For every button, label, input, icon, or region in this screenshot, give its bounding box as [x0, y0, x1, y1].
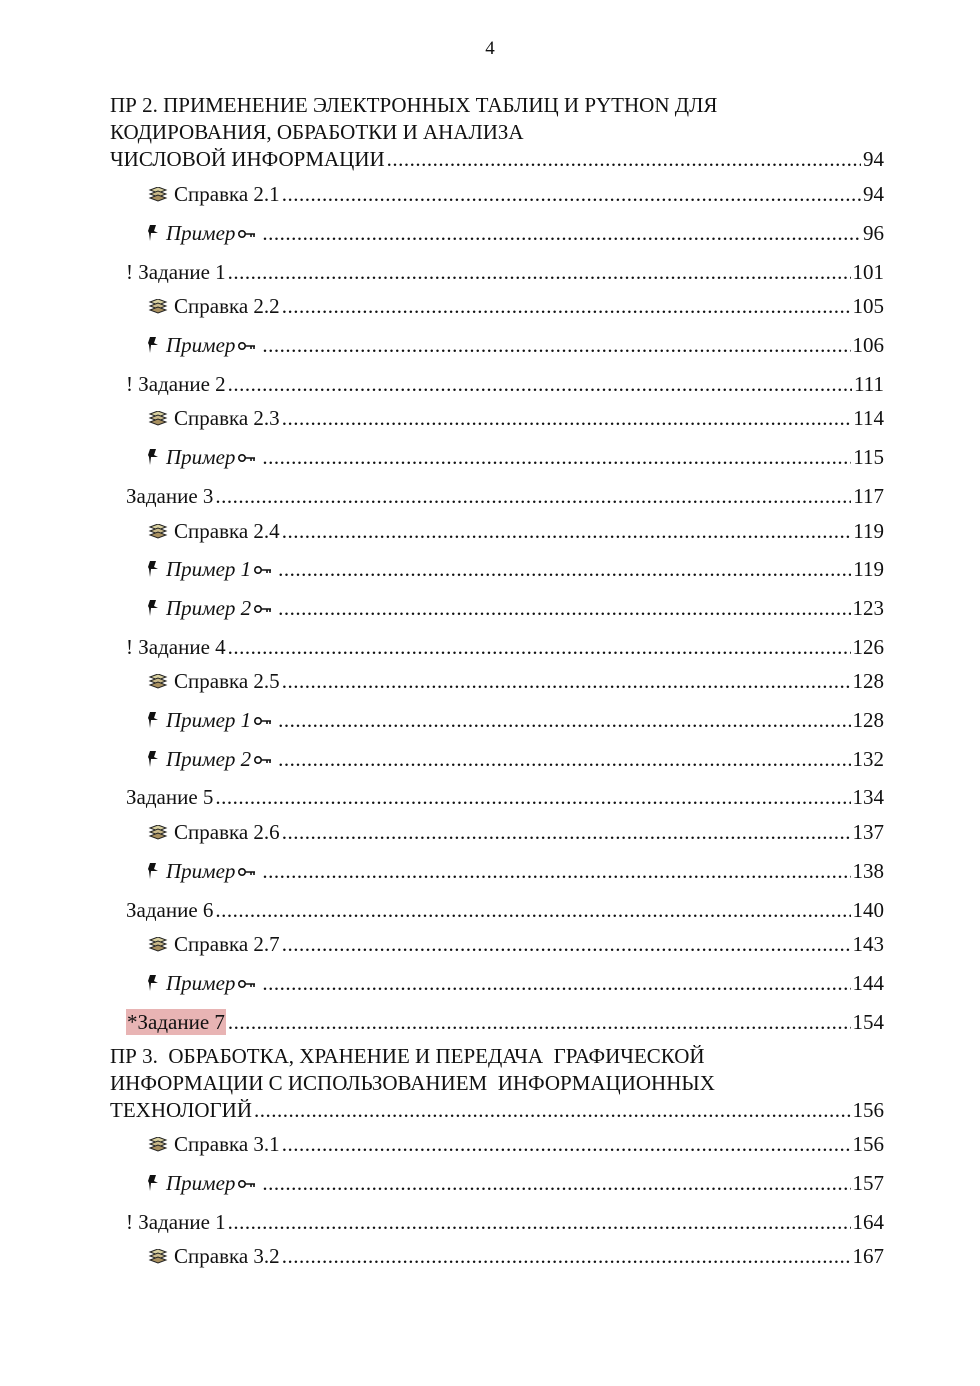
- toc-entry-example[interactable]: [148, 1170, 884, 1196]
- entry-label: ЧИСЛОВОЙ ИНФОРМАЦИИ: [110, 147, 385, 171]
- toc-entry-reference[interactable]: [148, 1131, 884, 1157]
- entry-page: 128: [852, 669, 884, 693]
- entry-page: 119: [853, 519, 884, 543]
- key-icon: [238, 341, 256, 351]
- toc-entry-example[interactable]: [148, 707, 884, 733]
- key-icon: [254, 755, 272, 765]
- dot-leader: [282, 1243, 851, 1269]
- entry-label-wrap: [148, 1170, 260, 1196]
- heading-line: ПР 2. ПРИМЕНЕНИЕ ЭЛЕКТРОННЫХ ТАБЛИЦ И PYTHON ДЛЯ: [110, 93, 718, 117]
- dot-leader: [215, 897, 850, 923]
- dot-leader: [282, 819, 851, 845]
- entry-label: ТЕХНОЛОГИЙ: [110, 1098, 252, 1122]
- dot-leader: [282, 518, 852, 544]
- toc-entry-task[interactable]: [126, 1209, 884, 1235]
- dot-leader: [278, 707, 850, 733]
- entry-page: 111: [854, 372, 884, 396]
- section-heading-pr3: [110, 1043, 715, 1097]
- entry-label-wrap: [148, 819, 280, 845]
- entry-page: 123: [852, 596, 884, 620]
- dot-leader: [282, 931, 851, 957]
- pushpin-icon: [148, 224, 160, 242]
- entry-label: Пример: [166, 859, 236, 883]
- pushpin-icon: [148, 336, 160, 354]
- key-icon: [254, 716, 272, 726]
- entry-label-wrap: [148, 746, 276, 772]
- books-icon: [148, 299, 168, 315]
- entry-page: 167: [852, 1244, 884, 1268]
- entry-page: 94: [863, 147, 884, 171]
- key-icon: [238, 979, 256, 989]
- pushpin-icon: [148, 560, 160, 578]
- entry-page: 96: [863, 221, 884, 245]
- entry-page: 106: [852, 333, 884, 357]
- dot-leader: [262, 1170, 850, 1196]
- entry-page: 128: [852, 708, 884, 732]
- toc-entry-task[interactable]: [126, 259, 884, 285]
- entry-label: Задание 5: [126, 785, 214, 809]
- pushpin-icon: [148, 448, 160, 466]
- toc-entry-reference[interactable]: [148, 1243, 884, 1269]
- dot-leader: [278, 556, 851, 582]
- entry-label-wrap: [148, 444, 260, 470]
- dot-leader: [262, 444, 851, 470]
- entry-label: Пример 2: [166, 747, 252, 771]
- heading-line: КОДИРОВАНИЯ, ОБРАБОТКИ И АНАЛИЗА: [110, 120, 524, 144]
- dot-leader: [262, 220, 861, 246]
- toc-entry-pr2[interactable]: [110, 146, 884, 172]
- key-icon: [238, 229, 256, 239]
- entry-label-wrap: [148, 970, 260, 996]
- dot-leader: [228, 634, 851, 660]
- dot-leader: [262, 970, 850, 996]
- key-icon: [238, 1179, 256, 1189]
- entry-label-wrap: [148, 220, 260, 246]
- entry-label: Пример 1: [166, 708, 252, 732]
- entry-label: Пример: [166, 221, 236, 245]
- entry-page: 138: [852, 859, 884, 883]
- toc-entry-task[interactable]: [126, 897, 884, 923]
- key-icon: [254, 565, 272, 575]
- entry-label: Справка 2.7: [174, 932, 280, 956]
- pushpin-icon: [148, 974, 160, 992]
- toc-entry-example[interactable]: [148, 970, 884, 996]
- entry-page: 143: [852, 932, 884, 956]
- entry-label: Задание 6: [126, 898, 214, 922]
- entry-label-wrap: [148, 332, 260, 358]
- toc-entry-reference[interactable]: [148, 293, 884, 319]
- books-icon: [148, 937, 168, 953]
- entry-label: Задание 3: [126, 484, 214, 508]
- entry-label: Пример 1: [166, 557, 252, 581]
- entry-label: *Задание 7: [127, 1010, 225, 1034]
- toc-entry-task[interactable]: [126, 483, 884, 509]
- pushpin-icon: [148, 711, 160, 729]
- toc-entry-reference[interactable]: [148, 819, 884, 845]
- books-icon: [148, 1137, 168, 1153]
- dot-leader: [254, 1097, 851, 1123]
- toc-entry-example[interactable]: [148, 746, 884, 772]
- dot-leader: [262, 858, 850, 884]
- entry-label-wrap: [148, 405, 280, 431]
- entry-label-wrap: [148, 931, 280, 957]
- toc-entry-reference[interactable]: [148, 405, 884, 431]
- entry-page: 94: [863, 182, 884, 206]
- toc-entry-reference[interactable]: [148, 518, 884, 544]
- entry-page: 140: [852, 898, 884, 922]
- entry-label: Пример 2: [166, 596, 252, 620]
- books-icon: [148, 674, 168, 690]
- entry-label-wrap: [148, 595, 276, 621]
- entry-label: Справка 2.6: [174, 820, 280, 844]
- entry-page: 119: [853, 557, 884, 581]
- entry-label: Пример: [166, 445, 236, 469]
- dot-leader: [228, 371, 852, 397]
- books-icon: [148, 1249, 168, 1265]
- entry-page: 115: [853, 445, 884, 469]
- entry-page: 126: [852, 635, 884, 659]
- dot-leader: [282, 405, 852, 431]
- toc-entry-task-optional[interactable]: [126, 1009, 884, 1035]
- books-icon: [148, 187, 168, 203]
- pushpin-icon: [148, 599, 160, 617]
- page-number: 4: [485, 38, 495, 59]
- dot-leader: [215, 784, 850, 810]
- toc-entry-task[interactable]: [126, 634, 884, 660]
- section-heading-pr2: [110, 92, 717, 146]
- entry-label: ! Задание 1: [126, 260, 226, 284]
- entry-page: 105: [852, 294, 884, 318]
- toc-entry-task[interactable]: [126, 371, 884, 397]
- entry-page: 137: [852, 820, 884, 844]
- dot-leader: [215, 483, 851, 509]
- toc-entry-reference[interactable]: [148, 668, 884, 694]
- entry-label: Справка 2.4: [174, 519, 280, 543]
- entry-page: 164: [852, 1210, 884, 1234]
- entry-label: Справка 2.1: [174, 182, 280, 206]
- key-icon: [238, 867, 256, 877]
- entry-label: Справка 2.2: [174, 294, 280, 318]
- entry-label-wrap: [148, 707, 276, 733]
- entry-label: ! Задание 1: [126, 1210, 226, 1234]
- entry-page: 117: [853, 484, 884, 508]
- entry-label-wrap: [148, 556, 276, 582]
- pushpin-icon: [148, 1174, 160, 1192]
- entry-label: Пример: [166, 333, 236, 357]
- entry-label: Справка 3.1: [174, 1132, 280, 1156]
- toc-entry-pr3[interactable]: [110, 1097, 884, 1123]
- toc-entry-reference[interactable]: [148, 181, 884, 207]
- toc-entry-example[interactable]: [148, 444, 884, 470]
- entry-page: 157: [852, 1171, 884, 1195]
- dot-leader: [278, 595, 850, 621]
- entry-page: 144: [852, 971, 884, 995]
- entry-label: Пример: [166, 971, 236, 995]
- entry-label-wrap: [148, 181, 280, 207]
- entry-label-wrap: [148, 858, 260, 884]
- books-icon: [148, 411, 168, 427]
- entry-label: Справка 2.3: [174, 406, 280, 430]
- dot-leader: [282, 293, 851, 319]
- toc-entry-example[interactable]: [148, 595, 884, 621]
- books-icon: [148, 825, 168, 841]
- dot-leader: [228, 259, 851, 285]
- dot-leader: [282, 668, 851, 694]
- heading-line: ИНФОРМАЦИИ С ИСПОЛЬЗОВАНИЕМ ИНФОРМАЦИОННЫХ: [110, 1071, 715, 1095]
- entry-label-wrap: [148, 518, 280, 544]
- dot-leader: [387, 146, 861, 172]
- dot-leader: [282, 1131, 851, 1157]
- entry-page: 156: [852, 1132, 884, 1156]
- entry-label: Справка 3.2: [174, 1244, 280, 1268]
- heading-line: ПР 3. ОБРАБОТКА, ХРАНЕНИЕ И ПЕРЕДАЧА ГРАФИЧЕСКОЙ: [110, 1044, 705, 1068]
- key-icon: [238, 453, 256, 463]
- entry-page: 156: [852, 1098, 884, 1122]
- dot-leader: [282, 181, 861, 207]
- entry-label-wrap: [148, 1131, 280, 1157]
- dot-leader: [228, 1009, 851, 1035]
- dot-leader: [228, 1209, 851, 1235]
- toc-entry-reference[interactable]: [148, 931, 884, 957]
- entry-label: ! Задание 2: [126, 372, 226, 396]
- dot-leader: [278, 746, 850, 772]
- entry-page: 101: [852, 260, 884, 284]
- entry-page: 132: [852, 747, 884, 771]
- entry-page: 134: [852, 785, 884, 809]
- toc-entry-task[interactable]: [126, 784, 884, 810]
- dot-leader: [262, 332, 850, 358]
- entry-page: 114: [853, 406, 884, 430]
- toc-entry-example[interactable]: [148, 220, 884, 246]
- entry-label: Пример: [166, 1171, 236, 1195]
- toc-entry-example[interactable]: [148, 556, 884, 582]
- toc-entry-example[interactable]: [148, 332, 884, 358]
- entry-label: ! Задание 4: [126, 635, 226, 659]
- entry-label-wrap: [148, 1243, 280, 1269]
- entry-label-wrap: [148, 668, 280, 694]
- entry-page: 154: [852, 1010, 884, 1034]
- entry-label-wrap: [148, 293, 280, 319]
- entry-label: Справка 2.5: [174, 669, 280, 693]
- pushpin-icon: [148, 750, 160, 768]
- books-icon: [148, 524, 168, 540]
- pushpin-icon: [148, 862, 160, 880]
- key-icon: [254, 604, 272, 614]
- toc-entry-example[interactable]: [148, 858, 884, 884]
